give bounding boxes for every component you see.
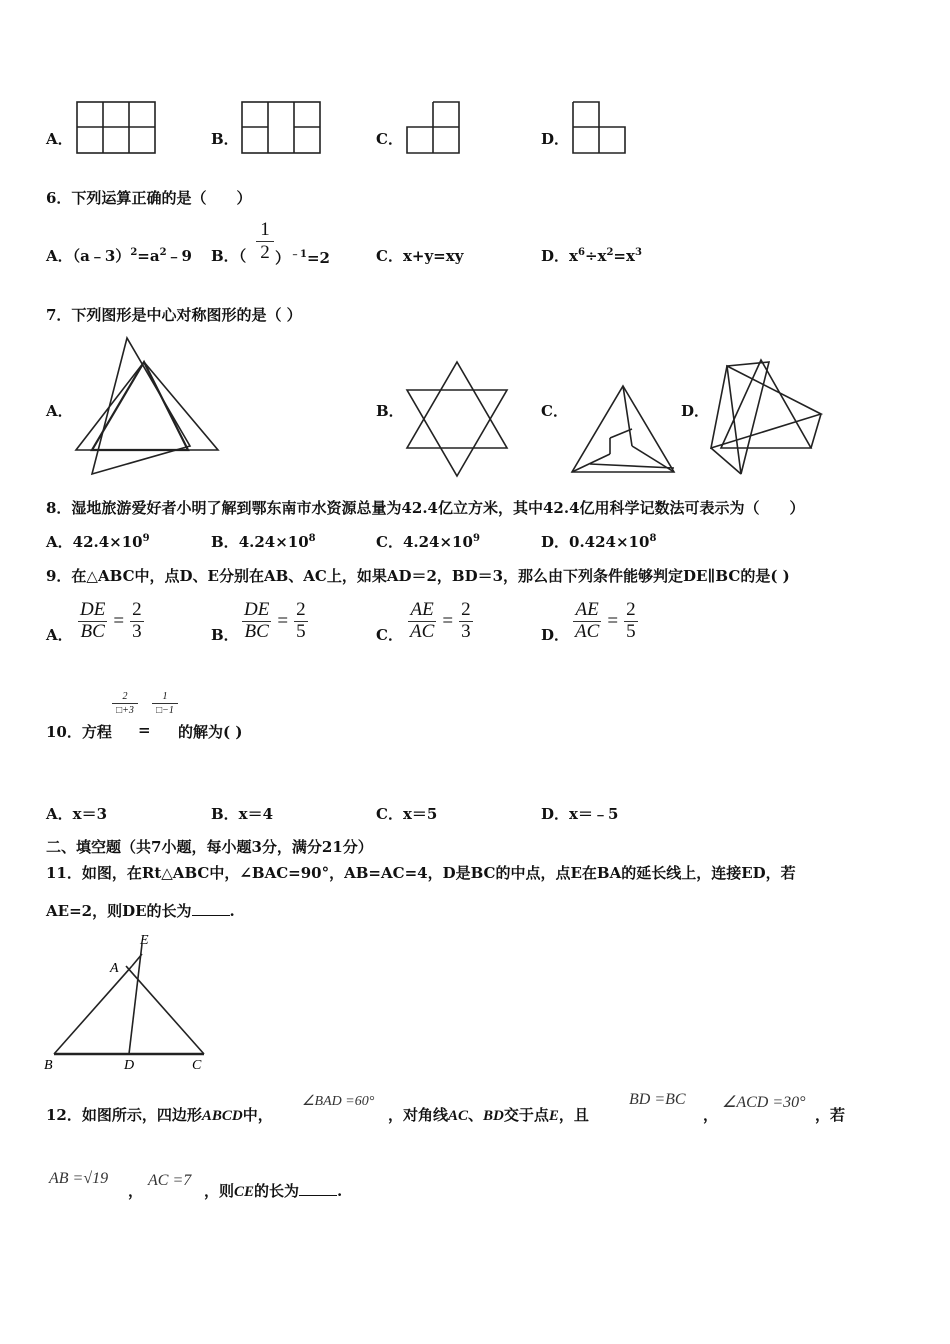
q11-line-2-end: . (229, 902, 235, 920)
q12-ac: AC (448, 1108, 469, 1124)
q12-line-2 (204, 1180, 342, 1201)
q5-option-b-label: B． (211, 130, 239, 148)
q9-b-den2: 5 (296, 620, 306, 642)
q6-d-sup2: 2 (606, 247, 614, 258)
q8-option-b-label: B． (211, 533, 239, 551)
q6-option-b (211, 245, 246, 266)
q8-b-exp: 8 (308, 533, 316, 544)
q5-figure-d (572, 101, 628, 154)
q8-option-d-label: D． (541, 533, 570, 551)
q5-option-d-label: D． (541, 130, 570, 148)
q9-option-b-label: B． (211, 626, 239, 644)
q9-d-num1: AE (573, 600, 601, 622)
q8-a-base: 42.4×10 (72, 533, 143, 551)
q5-option-a-label: A． (46, 130, 73, 148)
q6-option-a (46, 245, 192, 266)
q6-a-text: （a﹣3） (72, 247, 131, 265)
q5-figure-c (406, 101, 462, 154)
q11-line-2 (46, 900, 235, 921)
q9-b-num2: 2 (296, 599, 306, 620)
q9-a-den2: 3 (132, 620, 142, 642)
q10-stem-pre: 10．方程 (46, 723, 112, 741)
q10-option-a: A．x＝3 (46, 805, 108, 823)
section-2-heading: 二、填空题（共7小题，每小题3分，满分21分） (46, 838, 373, 856)
q12-ab-eq: AB =√19 (49, 1170, 109, 1187)
q7-figure-b (402, 360, 512, 478)
q9-c-den1: AC (410, 620, 435, 642)
q12-mid1: 中， (242, 1106, 273, 1124)
q11-line-2-text: AE=2，则DE的长为 (46, 902, 192, 920)
q7-option-b-label: B． (376, 402, 404, 420)
q12-angle-bad: ∠BAD =60° (302, 1094, 375, 1109)
q9-c-num1: AE (408, 600, 436, 622)
q6-b-rest (275, 245, 330, 268)
q11-figure (42, 930, 217, 1075)
q6-b-num: 1 (256, 219, 274, 242)
q11-answer-blank (192, 903, 230, 916)
q6-option-c-label: C． (376, 247, 403, 265)
q6-b-sup: ﹣1 (290, 249, 307, 260)
q9-b-num1: DE (244, 599, 270, 620)
q10-f1-den: □+3 (116, 705, 134, 716)
q11-line-1: 11．如图，在Rt△ABC中，∠BAC=90°，AB=AC=4，D是BC的中点，点E在BA的延长线上，连接ED，若 (46, 864, 796, 882)
q9-a-num1: DE (80, 599, 106, 620)
q6-c-text: x+y=xy (402, 247, 464, 265)
q8-a-exp: 9 (142, 533, 150, 544)
q9-c-den2: 3 (461, 620, 471, 642)
q8-c-base: 4.24×10 (402, 533, 473, 551)
q12-ce: CE (234, 1184, 255, 1200)
q10-option-c: C．x＝5 (376, 805, 438, 823)
q12-tail: 的长为 (254, 1182, 300, 1200)
q6-b-open: （ (238, 247, 247, 265)
q6-option-d-label: D． (541, 247, 570, 265)
q10-option-d: D．x＝﹣5 (541, 805, 619, 823)
q9-d-den1: AC (575, 620, 600, 642)
q7-stem: 7．下列图形是中心对称图形的是（ ） (46, 306, 302, 324)
q6-d-sup1: 6 (577, 247, 585, 258)
q9-option-a-label: A． (46, 626, 73, 644)
q5-option-c-label: C． (376, 130, 403, 148)
q7-option-d-label: D． (681, 402, 710, 420)
q7-option-c-label: C． (541, 402, 568, 420)
q12-sep: 、 (468, 1106, 484, 1124)
q8-option-d (541, 531, 656, 552)
q6-b-den: 2 (260, 241, 270, 263)
q9-option-c-label: C． (376, 626, 403, 644)
q12-abcd: ABCD (201, 1108, 243, 1124)
q11-label-a: A (110, 961, 119, 976)
q6-option-b-label: B． (211, 247, 239, 265)
q8-c-exp: 9 (472, 533, 480, 544)
q9-stem: 9．在△ABC中，点D、E分别在AB、AC上，如果AD＝2，BD＝3，那么由下列条件能够判定DE∥BC的是( ) (46, 567, 790, 585)
q9-option-a-expr (78, 600, 144, 643)
q12-comma: ， (703, 1106, 719, 1124)
q12-mid4: ，且 (558, 1106, 589, 1124)
q10-stem-post: 的解为( ) (178, 723, 243, 741)
q8-d-exp: 8 (649, 533, 657, 544)
q6-b-close: ） (275, 249, 291, 267)
q8-option-c (376, 531, 480, 552)
q12-bd-bc: BD =BC (629, 1091, 686, 1108)
q12-ac-eq: AC =7 (148, 1172, 192, 1189)
q10-f2-den: □−1 (156, 705, 174, 716)
q10-option-b: B．x＝4 (211, 805, 274, 823)
q5-figure-b (241, 101, 321, 154)
q8-stem: 8．湿地旅游爱好者小明了解到鄂东南市水资源总量为42.4亿立方米，其中42.4亿用科学记数法可表示为（ ） (46, 499, 805, 517)
q9-option-c-expr (408, 600, 473, 643)
q7-figure-d (709, 358, 827, 478)
q5-figure-a (76, 101, 156, 154)
q9-c-eq: = (442, 610, 454, 632)
q9-c-num2: 2 (461, 599, 471, 620)
q11-label-c: C (192, 1058, 202, 1073)
q6-option-a-label: A． (46, 247, 73, 265)
q10-eq: = (138, 721, 151, 739)
q9-b-den1: BC (244, 620, 269, 642)
q8-option-b (211, 531, 316, 552)
q6-d-div: ÷x (584, 247, 607, 265)
q9-d-den2: 5 (626, 620, 636, 642)
q9-b-eq: = (277, 610, 289, 632)
q10-fraction-2 (152, 690, 178, 717)
q12-bd: BD (483, 1108, 504, 1124)
q6-option-c (376, 245, 463, 266)
q10-f1-num: 2 (112, 690, 138, 704)
q6-a-sup2: 2 (159, 247, 167, 258)
q12-end1: ，若 (815, 1106, 846, 1124)
q12-mid3: 交于点 (503, 1106, 549, 1124)
q9-a-den1: BC (80, 620, 105, 642)
q12-mid2: ，对角线 (388, 1106, 449, 1124)
q12-pre: 12．如图所示，四边形 (46, 1106, 202, 1124)
q9-d-eq: = (607, 610, 619, 632)
q12-then: ，则 (204, 1182, 235, 1200)
q6-b-fraction (256, 219, 274, 264)
q11-label-e: E (140, 933, 149, 948)
q6-option-d (541, 245, 642, 266)
q9-a-num2: 2 (132, 599, 142, 620)
q6-a-end: ﹣9 (166, 247, 192, 265)
q7-option-a-label: A． (46, 402, 73, 420)
q12-answer-blank (299, 1183, 337, 1196)
q11-label-d: D (124, 1058, 135, 1073)
q7-figure-c (570, 384, 678, 478)
q8-option-c-label: C． (376, 533, 403, 551)
q9-option-d-expr (573, 600, 638, 643)
q9-option-d-label: D． (541, 626, 570, 644)
q12-dot: . (337, 1182, 343, 1200)
q6-d-sup3: 3 (634, 247, 642, 258)
q12-line-1-mid (388, 1104, 589, 1125)
q8-option-a-label: A． (46, 533, 73, 551)
q8-option-a (46, 531, 150, 552)
q12-comma2: ， (128, 1182, 144, 1200)
q11-label-b: B (44, 1058, 53, 1073)
q9-d-num2: 2 (626, 599, 636, 620)
q8-b-base: 4.24×10 (238, 533, 309, 551)
q12-angle-acd: ∠ACD =30° (722, 1094, 806, 1111)
q12-line-1 (46, 1104, 273, 1125)
q10-f2-num: 1 (152, 690, 178, 704)
q6-a-rest: =a (137, 247, 160, 265)
q10-fraction-1 (112, 690, 138, 717)
q6-b-end: =2 (306, 249, 330, 267)
q9-a-eq: = (113, 610, 125, 632)
q9-option-b-expr (242, 600, 308, 643)
q6-d-eq: =x (613, 247, 635, 265)
q7-figure-a (74, 336, 224, 478)
q6-a-sup: 2 (130, 247, 138, 258)
q12-e: E (548, 1108, 559, 1124)
q8-d-base: 0.424×10 (569, 533, 650, 551)
q6-d-x: x (569, 247, 578, 265)
q6-stem: 6．下列运算正确的是（ ） (46, 189, 252, 207)
